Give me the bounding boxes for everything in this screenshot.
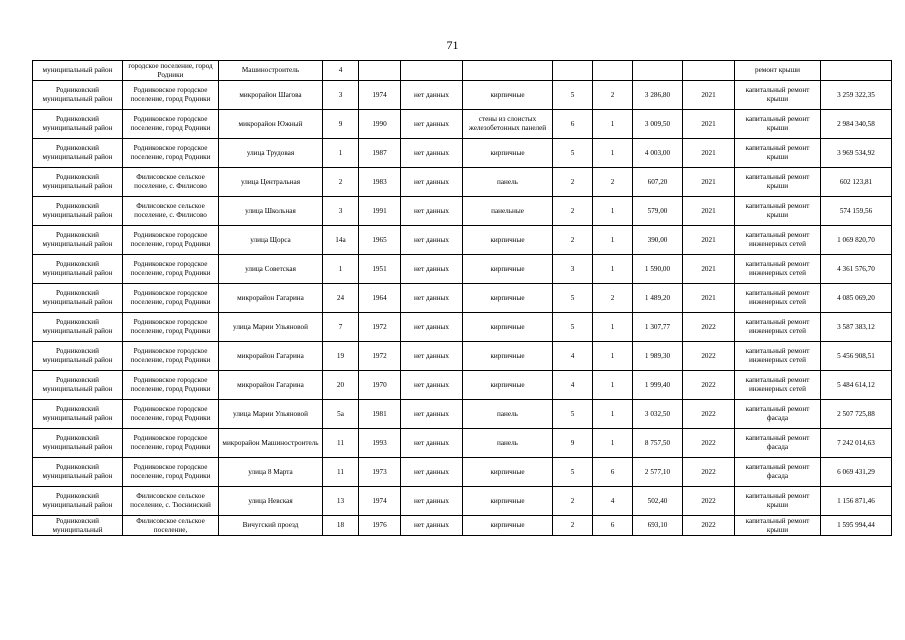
cell-repair-year: 2021 [683, 284, 735, 313]
cell-entrances: 6 [593, 458, 633, 487]
cell-repair-type: капитальный ремонт фасада [735, 458, 821, 487]
cell-street: микрорайон Южный [219, 110, 323, 139]
cell-entrances [593, 61, 633, 81]
cell-repair-year: 2022 [683, 371, 735, 400]
cell-repair-cost: 1 069 820,70 [821, 226, 892, 255]
cell-repair-year: 2022 [683, 429, 735, 458]
cell-settlement: Родниковское городское поселение, город Родники [123, 226, 219, 255]
cell-district: Родниковский муниципальный район [33, 371, 123, 400]
cell-repair-year: 2021 [683, 168, 735, 197]
cell-total-area: 1 489,20 [633, 284, 683, 313]
cell-street: микрорайон Гагарина [219, 371, 323, 400]
cell-year-commissioned: нет данных [401, 110, 463, 139]
cell-house-number: 13 [323, 487, 359, 516]
cell-house-number: 1 [323, 139, 359, 168]
table-row [33, 371, 892, 400]
cell-repair-type: капитальный ремонт инженерных сетей [735, 255, 821, 284]
cell-repair-type: капитальный ремонт крыши [735, 110, 821, 139]
cell-street: улица Школьная [219, 197, 323, 226]
cell-repair-year: 2021 [683, 197, 735, 226]
cell-district: Родниковский муниципальный район [33, 429, 123, 458]
table-row [33, 284, 892, 313]
table-row [33, 255, 892, 284]
cell-settlement: Родниковское городское поселение, город Родники [123, 139, 219, 168]
cell-house-number: 3 [323, 81, 359, 110]
cell-district: Родниковский муниципальный район [33, 168, 123, 197]
cell-settlement: Родниковское городское поселение, город Родники [123, 371, 219, 400]
cell-street: улица 8 Марта [219, 458, 323, 487]
cell-year-built: 1972 [359, 342, 401, 371]
cell-repair-year: 2022 [683, 400, 735, 429]
table-row [33, 400, 892, 429]
cell-entrances: 1 [593, 255, 633, 284]
cell-wall-material: кирпичные [463, 284, 553, 313]
cell-total-area: 607,20 [633, 168, 683, 197]
cell-repair-cost: 1 156 871,46 [821, 487, 892, 516]
cell-entrances: 1 [593, 110, 633, 139]
cell-street: улица Невская [219, 487, 323, 516]
cell-wall-material: стены из слоистых железобетонных панелей [463, 110, 553, 139]
cell-house-number: 3 [323, 197, 359, 226]
cell-district: Родниковский муниципальный район [33, 487, 123, 516]
cell-year-built: 1974 [359, 487, 401, 516]
cell-repair-cost: 7 242 014,63 [821, 429, 892, 458]
cell-floors [553, 61, 593, 81]
cell-repair-cost: 3 969 534,92 [821, 139, 892, 168]
cell-year-commissioned: нет данных [401, 429, 463, 458]
cell-entrances: 1 [593, 342, 633, 371]
cell-repair-year: 2021 [683, 139, 735, 168]
cell-year-built: 1951 [359, 255, 401, 284]
cell-floors: 5 [553, 458, 593, 487]
cell-floors: 6 [553, 110, 593, 139]
cell-wall-material: кирпичные [463, 226, 553, 255]
cell-repair-type: капитальный ремонт крыши [735, 139, 821, 168]
cell-year-commissioned: нет данных [401, 458, 463, 487]
cell-wall-material: кирпичные [463, 458, 553, 487]
cell-year-commissioned: нет данных [401, 255, 463, 284]
table-row [33, 342, 892, 371]
cell-year-commissioned: нет данных [401, 226, 463, 255]
cell-wall-material: кирпичные [463, 81, 553, 110]
cell-settlement: Родниковское городское поселение, город Родники [123, 313, 219, 342]
cell-total-area: 2 577,10 [633, 458, 683, 487]
cell-floors: 3 [553, 255, 593, 284]
cell-year-built [359, 61, 401, 81]
cell-settlement: городское поселение, город Родники [123, 61, 219, 81]
cell-entrances: 2 [593, 81, 633, 110]
cell-year-built: 1981 [359, 400, 401, 429]
cell-street: микрорайон Шагова [219, 81, 323, 110]
table-row [33, 429, 892, 458]
table-row [33, 61, 892, 81]
cell-wall-material: кирпичные [463, 342, 553, 371]
cell-year-built: 1965 [359, 226, 401, 255]
cell-floors: 5 [553, 400, 593, 429]
cell-district: Родниковский муниципальный район [33, 400, 123, 429]
cell-repair-year: 2022 [683, 313, 735, 342]
cell-year-built: 1972 [359, 313, 401, 342]
cell-street: микрорайон Гагарина [219, 342, 323, 371]
cell-repair-year: 2021 [683, 255, 735, 284]
cell-year-commissioned: нет данных [401, 168, 463, 197]
cell-repair-year: 2021 [683, 81, 735, 110]
cell-year-built: 1976 [359, 516, 401, 536]
cell-house-number: 11 [323, 429, 359, 458]
cell-district: Родниковский муниципальный район [33, 313, 123, 342]
cell-floors: 5 [553, 284, 593, 313]
cell-floors: 2 [553, 226, 593, 255]
cell-house-number: 14а [323, 226, 359, 255]
cell-total-area: 390,00 [633, 226, 683, 255]
cell-year-commissioned: нет данных [401, 371, 463, 400]
cell-settlement: Родниковское городское поселение, город Родники [123, 400, 219, 429]
cell-total-area: 693,10 [633, 516, 683, 536]
cell-repair-cost: 5 456 908,51 [821, 342, 892, 371]
cell-entrances: 6 [593, 516, 633, 536]
table-row [33, 313, 892, 342]
table-row [33, 168, 892, 197]
cell-street: улица Центральная [219, 168, 323, 197]
cell-house-number: 2 [323, 168, 359, 197]
cell-district: Родниковский муниципальный [33, 516, 123, 536]
cell-repair-year: 2021 [683, 226, 735, 255]
cell-house-number: 7 [323, 313, 359, 342]
cell-settlement: Филисовское сельское поселение, с. Филисово [123, 168, 219, 197]
cell-repair-type: капитальный ремонт крыши [735, 168, 821, 197]
cell-wall-material [463, 61, 553, 81]
cell-street: улица Марии Ульяновой [219, 313, 323, 342]
cell-year-commissioned: нет данных [401, 284, 463, 313]
cell-district: Родниковский муниципальный район [33, 226, 123, 255]
cell-repair-year: 2021 [683, 110, 735, 139]
cell-floors: 5 [553, 81, 593, 110]
cell-wall-material: панельные [463, 197, 553, 226]
cell-house-number: 11 [323, 458, 359, 487]
cell-district: Родниковский муниципальный район [33, 255, 123, 284]
cell-year-built: 1973 [359, 458, 401, 487]
cell-floors: 9 [553, 429, 593, 458]
cell-entrances: 1 [593, 429, 633, 458]
table-row [33, 226, 892, 255]
cell-wall-material: кирпичные [463, 255, 553, 284]
cell-house-number: 20 [323, 371, 359, 400]
cell-repair-cost: 602 123,81 [821, 168, 892, 197]
cell-entrances: 1 [593, 197, 633, 226]
cell-street: Вичугский проезд [219, 516, 323, 536]
cell-entrances: 4 [593, 487, 633, 516]
cell-street: микрорайон Гагарина [219, 284, 323, 313]
cell-year-built: 1983 [359, 168, 401, 197]
cell-district: Родниковский муниципальный район [33, 342, 123, 371]
cell-total-area: 3 032,50 [633, 400, 683, 429]
cell-settlement: Родниковское городское поселение, город Родники [123, 81, 219, 110]
cell-house-number: 19 [323, 342, 359, 371]
cell-year-commissioned [401, 61, 463, 81]
cell-house-number: 4 [323, 61, 359, 81]
cell-year-commissioned: нет данных [401, 487, 463, 516]
cell-repair-year [683, 61, 735, 81]
table-row [33, 110, 892, 139]
cell-repair-type: капитальный ремонт фасада [735, 400, 821, 429]
cell-wall-material: панель [463, 429, 553, 458]
cell-district: Родниковский муниципальный район [33, 197, 123, 226]
cell-house-number: 1 [323, 255, 359, 284]
cell-total-area [633, 61, 683, 81]
cell-settlement: Филисовское сельское поселение, с. Филисово [123, 197, 219, 226]
cell-repair-type: капитальный ремонт инженерных сетей [735, 342, 821, 371]
cell-repair-cost: 2 984 340,58 [821, 110, 892, 139]
cell-repair-type: капитальный ремонт крыши [735, 197, 821, 226]
cell-repair-type: капитальный ремонт фасада [735, 429, 821, 458]
cell-total-area: 4 003,00 [633, 139, 683, 168]
cell-wall-material: кирпичные [463, 313, 553, 342]
cell-street: улица Марии Ульяновой [219, 400, 323, 429]
cell-settlement: Филисовское сельское поселение, [123, 516, 219, 536]
cell-year-built: 1990 [359, 110, 401, 139]
cell-total-area: 8 757,50 [633, 429, 683, 458]
cell-house-number: 24 [323, 284, 359, 313]
cell-year-commissioned: нет данных [401, 139, 463, 168]
cell-repair-cost: 2 507 725,88 [821, 400, 892, 429]
page-number: 71 [446, 38, 459, 52]
cell-district: Родниковский муниципальный район [33, 110, 123, 139]
cell-total-area: 1 989,30 [633, 342, 683, 371]
cell-repair-year: 2022 [683, 516, 735, 536]
cell-repair-year: 2022 [683, 342, 735, 371]
cell-settlement: Филисовское сельское поселение, с. Тюснинский [123, 487, 219, 516]
cell-year-built: 1991 [359, 197, 401, 226]
cell-repair-type: капитальный ремонт инженерных сетей [735, 371, 821, 400]
cell-entrances: 1 [593, 139, 633, 168]
cell-repair-type: капитальный ремонт крыши [735, 516, 821, 536]
table-row [33, 81, 892, 110]
cell-year-built: 1964 [359, 284, 401, 313]
cell-settlement: Родниковское городское поселение, город Родники [123, 342, 219, 371]
cell-wall-material: панель [463, 400, 553, 429]
cell-floors: 2 [553, 168, 593, 197]
cell-year-built: 1974 [359, 81, 401, 110]
cell-repair-year: 2022 [683, 487, 735, 516]
cell-street: Машиностроитель [219, 61, 323, 81]
cell-year-built: 1987 [359, 139, 401, 168]
cell-street: улица Трудовая [219, 139, 323, 168]
cell-repair-type: капитальный ремонт инженерных сетей [735, 284, 821, 313]
cell-entrances: 1 [593, 313, 633, 342]
cell-district: Родниковский муниципальный район [33, 284, 123, 313]
table-row [33, 516, 892, 536]
cell-wall-material: кирпичные [463, 371, 553, 400]
cell-entrances: 1 [593, 226, 633, 255]
cell-street: улица Щорса [219, 226, 323, 255]
cell-repair-cost [821, 61, 892, 81]
cell-wall-material: кирпичные [463, 139, 553, 168]
cell-repair-type: капитальный ремонт инженерных сетей [735, 226, 821, 255]
cell-settlement: Родниковское городское поселение, город Родники [123, 429, 219, 458]
cell-district: муниципальный район [33, 61, 123, 81]
cell-house-number: 9 [323, 110, 359, 139]
cell-entrances: 1 [593, 400, 633, 429]
cell-floors: 4 [553, 371, 593, 400]
cell-house-number: 5а [323, 400, 359, 429]
cell-settlement: Родниковское городское поселение, город Родники [123, 110, 219, 139]
cell-repair-type: капитальный ремонт инженерных сетей [735, 313, 821, 342]
cell-floors: 4 [553, 342, 593, 371]
cell-settlement: Родниковское городское поселение, город Родники [123, 458, 219, 487]
table-row [33, 139, 892, 168]
cell-total-area: 579,00 [633, 197, 683, 226]
cell-total-area: 502,40 [633, 487, 683, 516]
cell-entrances: 1 [593, 371, 633, 400]
cell-total-area: 1 307,77 [633, 313, 683, 342]
cell-floors: 5 [553, 313, 593, 342]
cell-year-commissioned: нет данных [401, 197, 463, 226]
cell-year-commissioned: нет данных [401, 81, 463, 110]
cell-total-area: 1 590,00 [633, 255, 683, 284]
cell-repair-type: капитальный ремонт крыши [735, 487, 821, 516]
cell-year-built: 1993 [359, 429, 401, 458]
cell-total-area: 1 999,40 [633, 371, 683, 400]
cell-year-commissioned: нет данных [401, 400, 463, 429]
cell-repair-year: 2022 [683, 458, 735, 487]
cell-total-area: 3 286,80 [633, 81, 683, 110]
cell-year-commissioned: нет данных [401, 313, 463, 342]
cell-settlement: Родниковское городское поселение, город Родники [123, 255, 219, 284]
cell-district: Родниковский муниципальный район [33, 81, 123, 110]
cell-repair-cost: 5 484 614,12 [821, 371, 892, 400]
cell-entrances: 2 [593, 284, 633, 313]
table-row [33, 487, 892, 516]
cell-floors: 2 [553, 197, 593, 226]
cell-settlement: Родниковское городское поселение, город Родники [123, 284, 219, 313]
cell-street: микрорайон Машиностроитель [219, 429, 323, 458]
cell-floors: 2 [553, 487, 593, 516]
cell-wall-material: кирпичные [463, 516, 553, 536]
cell-entrances: 2 [593, 168, 633, 197]
cell-year-commissioned: нет данных [401, 516, 463, 536]
cell-street: улица Советская [219, 255, 323, 284]
housing-repair-table [32, 60, 892, 536]
table-body [33, 61, 892, 536]
cell-house-number: 18 [323, 516, 359, 536]
cell-repair-cost: 6 069 431,29 [821, 458, 892, 487]
table-row [33, 197, 892, 226]
cell-wall-material: панель [463, 168, 553, 197]
cell-year-built: 1970 [359, 371, 401, 400]
cell-floors: 5 [553, 139, 593, 168]
cell-repair-cost: 4 085 069,20 [821, 284, 892, 313]
cell-repair-cost: 574 159,56 [821, 197, 892, 226]
cell-wall-material: кирпичные [463, 487, 553, 516]
cell-repair-cost: 3 259 322,35 [821, 81, 892, 110]
cell-total-area: 3 009,50 [633, 110, 683, 139]
cell-repair-cost: 4 361 576,70 [821, 255, 892, 284]
cell-repair-cost: 1 595 994,44 [821, 516, 892, 536]
cell-repair-type: ремонт крыши [735, 61, 821, 81]
cell-repair-type: капитальный ремонт крыши [735, 81, 821, 110]
cell-district: Родниковский муниципальный район [33, 458, 123, 487]
cell-floors: 2 [553, 516, 593, 536]
cell-district: Родниковский муниципальный район [33, 139, 123, 168]
cell-repair-cost: 3 587 383,12 [821, 313, 892, 342]
cell-year-commissioned: нет данных [401, 342, 463, 371]
table-row [33, 458, 892, 487]
